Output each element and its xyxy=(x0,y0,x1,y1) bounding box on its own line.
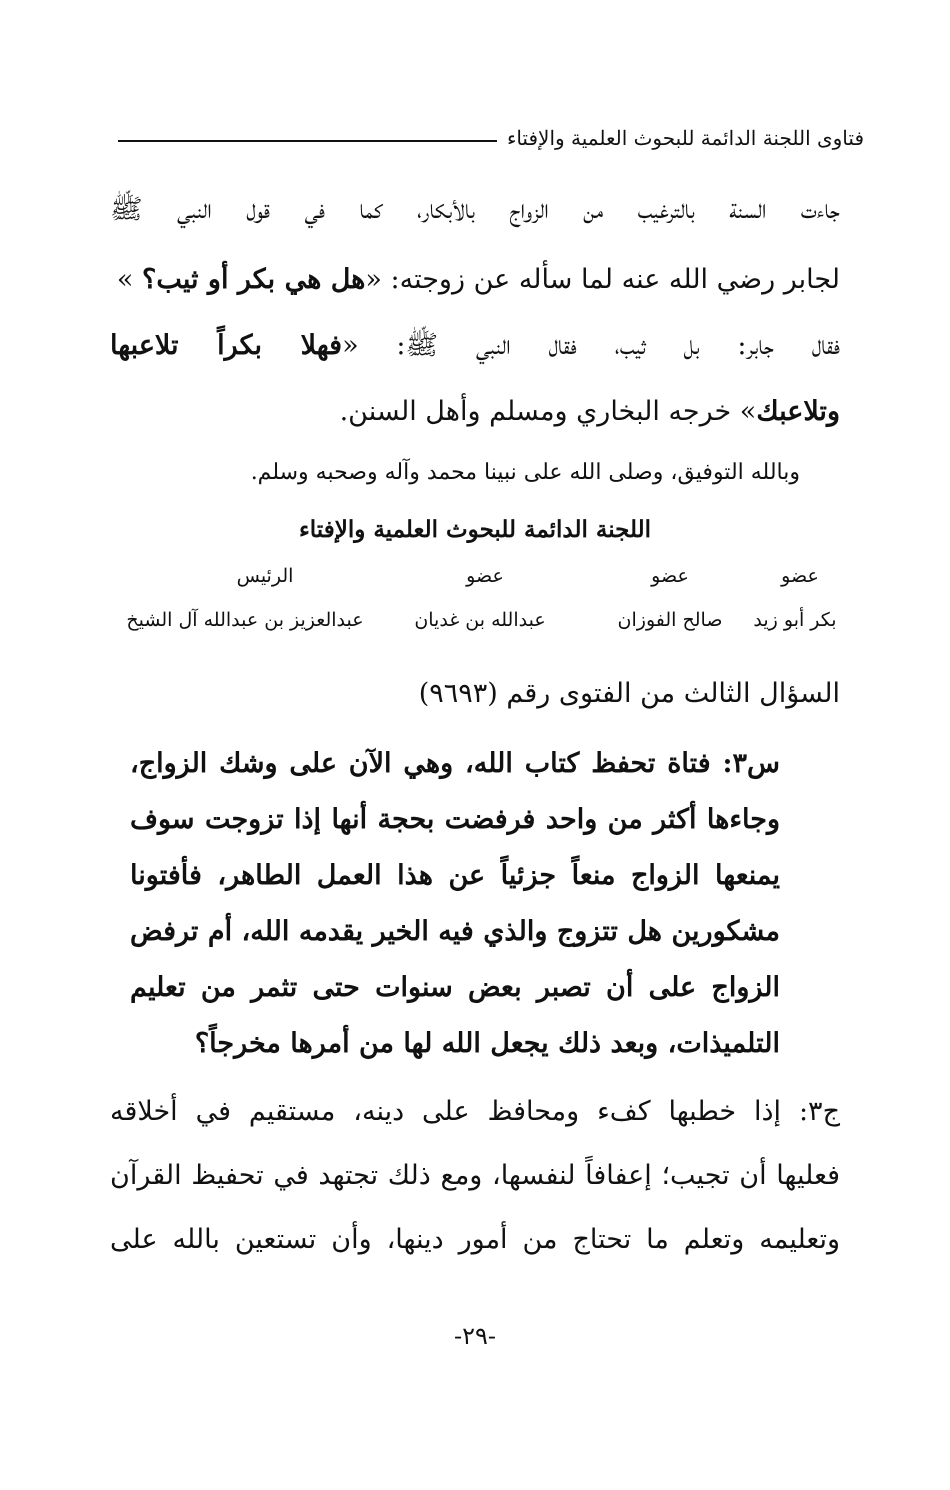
answer-line: فعليها أن تجيب؛ إعفافاً لنفسها، ومع ذلك تجتهد في تحفيظ القرآن xyxy=(110,1160,840,1191)
header-rule xyxy=(118,140,497,142)
header-title: فتاوى اللجنة الدائمة للبحوث العلمية والإفتاء xyxy=(506,126,864,150)
signatory-role: الرئيس xyxy=(236,565,294,587)
signatory-name: صالح الفوزان xyxy=(617,609,723,631)
question-heading: السؤال الثالث من الفتوى رقم (٩٦٩٣) xyxy=(418,678,840,709)
signatory-name: عبدالعزيز بن عبدالله آل الشيخ xyxy=(126,609,364,631)
signatory-name: عبدالله بن غديان xyxy=(414,609,546,631)
body-text: » خرجه البخاري ومسلم وأهل السنن. xyxy=(339,396,757,427)
body-text: » xyxy=(116,264,142,295)
question-line: مشكورين هل تتزوج والذي فيه الخير يقدمه الله، أم ترفض xyxy=(130,916,780,947)
question-line: الزواج على أن تصبر بعض سنوات حتى تثمر من تعليم xyxy=(130,972,780,1003)
signatory-role: عضو xyxy=(651,565,689,587)
body-line xyxy=(110,392,840,432)
hadith-quote: هل هي بكر أو ثيب؟ xyxy=(142,264,366,295)
body-text: جاءت السنة بالترغيب من الزواج بالأبكار، كما في قول النبي ﷺ xyxy=(110,194,840,225)
hadith-quote: فهلا بكراً تلاعبها xyxy=(110,330,343,361)
hadith-quote: وتلاعبك xyxy=(756,396,840,427)
signatory-role: عضو xyxy=(466,565,504,587)
question-line: س٣: فتاة تحفظ كتاب الله، وهي الآن على وشك الزواج، xyxy=(130,748,780,779)
closing-line: وبالله التوفيق، وصلى الله على نبينا محمد وآله وصحبه وسلم. xyxy=(250,460,800,485)
body-line xyxy=(110,260,840,300)
committee-title: اللجنة الدائمة للبحوث العلمية والإفتاء xyxy=(298,516,652,543)
answer-line: ج٣: إذا خطبها كفء ومحافظ على دينه، مستقيم في أخلاقه xyxy=(110,1096,840,1127)
question-line: يمنعها الزواج منعاً جزئياً عن هذا العمل الطاهر، فأفتونا xyxy=(130,860,780,891)
answer-line: وتعليمه وتعلم ما تحتاج من أمور دينها، وأن تستعين بالله على xyxy=(110,1224,840,1255)
page-number: -٢٩- xyxy=(454,1322,496,1350)
body-text: لجابر رضي الله عنه لما سأله عن زوجته: « xyxy=(365,264,840,295)
signatory-role: عضو xyxy=(781,565,819,587)
body-text: فقال جابر: بل ثيب، فقال النبي ﷺ: « xyxy=(342,330,840,361)
running-header xyxy=(118,118,864,158)
body-line xyxy=(110,326,840,366)
question-line: التلميذات، وبعد ذلك يجعل الله لها من أمرها مخرجاً؟ xyxy=(194,1028,780,1059)
signatory-name: بكر أبو زيد xyxy=(753,609,837,631)
question-line: وجاءها أكثر من واحد فرفضت بحجة أنها إذا تزوجت سوف xyxy=(130,804,780,835)
body-line xyxy=(110,190,840,230)
